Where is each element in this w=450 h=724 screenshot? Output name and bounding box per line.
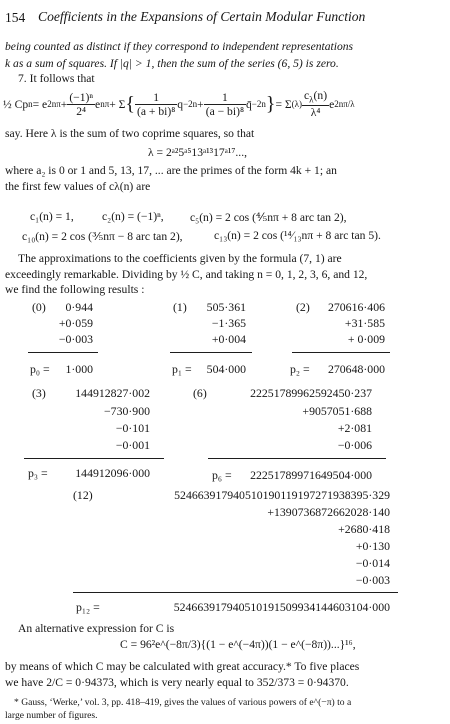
sum-result: 504·000 xyxy=(206,362,246,376)
text-line-11: The approximations to the coefficients given by the formula (7, 1) are xyxy=(18,252,342,265)
closing-line-3: by means of which C may be calculated with great accuracy.* To five places xyxy=(5,660,360,673)
sum-term: −0·001 xyxy=(115,438,150,452)
footnote-line-2: large number of figures. xyxy=(5,710,98,721)
eq-frac3 xyxy=(204,91,246,118)
sum-result: 270648·000 xyxy=(327,362,385,376)
text-line-13: we find the following results : xyxy=(5,283,145,296)
eq-brace-close: } xyxy=(265,93,276,115)
c13-formula: c₁₃(n) = 2 cos (¹⁴⁄₁₃nπ + 8 arc tan 5). xyxy=(214,229,381,242)
sum-rule xyxy=(170,352,252,353)
sum-result-label: p₁₂ = xyxy=(76,600,100,614)
sum-term: 144912827·002 xyxy=(75,386,150,400)
text-line-12: exceedingly remarkable. Dividing by ½ C, and taking n = 0, 1, 2, 3, 6, and 12, xyxy=(5,268,368,281)
eq-frac1-den: 2⁴ xyxy=(76,104,87,118)
text-line-2: k as a sum of squares. If |q| > 1, then the sum of the series (6, 5) is zero. xyxy=(5,57,339,70)
sum-term: −1·365 xyxy=(211,316,246,330)
c1-formula: c₁(n) = 1, xyxy=(30,210,74,223)
eq-frac2 xyxy=(135,91,177,118)
sum-term: −0·101 xyxy=(115,421,150,435)
sum-term: +2680·418 xyxy=(338,522,390,536)
sum-result-label: p₀ = xyxy=(30,362,50,376)
eq-plus1: + xyxy=(60,97,68,111)
eq-left-sub: n xyxy=(28,99,33,109)
sum-term: 505·361 xyxy=(206,300,246,314)
eq-q2: q̄ xyxy=(245,97,252,111)
sum-term: +2·081 xyxy=(337,421,372,435)
eq-frac3-num: 1 xyxy=(204,91,246,105)
c2-formula: c₂(n) = (−1)ⁿ, xyxy=(102,210,164,223)
eq-frac4-num: c xyxy=(304,89,310,103)
sum-result-label: p₆ = xyxy=(212,468,232,482)
sum-term: −0·014 xyxy=(355,556,390,570)
text-line-7: where a₂ is 0 or 1 and 5, 13, 17, ... are the primes of the form 4k + 1; an xyxy=(5,164,337,177)
sum-result-label: p₂ = xyxy=(290,362,310,376)
main-equation xyxy=(3,88,355,120)
text-line-8: the first few values of cλ(n) are xyxy=(5,180,151,193)
sum-label: (12) xyxy=(73,488,93,502)
sum-rule xyxy=(208,458,386,459)
eq-frac2-num: 1 xyxy=(135,91,177,105)
text-line-5: say. Here λ is the sum of two coprime squares, so that xyxy=(5,127,255,140)
sum-term: + 0·009 xyxy=(347,332,385,346)
eq-q1: q xyxy=(177,97,184,111)
sum-result: 524663917940510191509934144603104·000 xyxy=(173,600,390,614)
sum-result: 22251789971649504·000 xyxy=(250,468,372,482)
eq-sigma: + Σ xyxy=(109,97,126,111)
eq-e2: e xyxy=(95,97,101,111)
sum-rule xyxy=(28,352,98,353)
eq-rhs-sigma: = Σ xyxy=(275,97,292,111)
sum-term: −0·003 xyxy=(58,332,93,346)
sum-term: −0·006 xyxy=(337,438,372,452)
lambda-formula: λ = 2ᵃ²5ᵃ⁵13ᵃ¹³17ᵃ¹⁷..., xyxy=(148,146,247,159)
sum-rule xyxy=(73,592,398,593)
sum-term: 524663917940510190119197271938395·329 xyxy=(174,488,390,502)
eq-rhs-e: e xyxy=(329,97,335,111)
eq-q2-exp: −2n xyxy=(251,99,266,109)
eq-brace-open: { xyxy=(125,93,136,115)
sum-term: 22251789962592450·237 xyxy=(250,386,372,400)
sum-result: 144912096·000 xyxy=(75,466,150,480)
page-number: 154 xyxy=(5,10,26,25)
eq-frac3-den: (a − bi)⁸ xyxy=(205,104,244,118)
eq-rhs-sigma-sub: (λ) xyxy=(291,99,303,109)
footnote-line-1: * Gauss, ‘Werke,’ vol. 3, pp. 418–419, gives the values of various powers of e^(−π) to a xyxy=(14,697,352,708)
eq-q1-exp: −2n xyxy=(183,99,198,109)
eq-frac4-den: λ⁴ xyxy=(310,105,321,119)
eq-frac4-num-tail: (n) xyxy=(313,89,328,103)
sum-term: −0·003 xyxy=(355,573,390,587)
sum-result: 1·000 xyxy=(65,362,93,376)
closing-formula: C = 96²e^(−8π/3){(1 − e^(−4π))(1 − e^(−8π))...}¹⁶, xyxy=(120,638,356,651)
sum-result-label: p₁ = xyxy=(172,362,192,376)
eq-exp1: 2nπ xyxy=(47,99,61,109)
eq-left: ½ Cp xyxy=(3,97,29,111)
closing-line-1: An alternative expression for C is xyxy=(18,622,175,635)
sum-label: (0) xyxy=(32,300,46,314)
sum-term: 0·944 xyxy=(65,300,93,314)
sum-label: (1) xyxy=(173,300,187,314)
sum-label: (3) xyxy=(32,386,46,400)
eq-frac1 xyxy=(67,91,95,118)
sum-term: +31·585 xyxy=(344,316,385,330)
running-title: Coefficients in the Expansions of Certain Modular Function xyxy=(38,9,366,24)
sum-result-label: p₃ = xyxy=(28,466,48,480)
sum-term: −730·900 xyxy=(104,404,150,418)
sum-label: (6) xyxy=(193,386,207,400)
eq-rhs-exp: 2nπ/λ xyxy=(334,99,355,109)
c10-formula: c₁₀(n) = 2 cos (⅗nπ − 8 arc tan 2), xyxy=(22,230,183,243)
sum-term: +0·004 xyxy=(211,332,246,346)
sum-rule xyxy=(292,352,390,353)
text-line-1: being counted as distinct if they correspond to independent representations xyxy=(5,40,354,53)
eq-frac4-num-sub: λ xyxy=(309,94,314,105)
eq-mid1: = e xyxy=(32,97,48,111)
sum-term: 270616·406 xyxy=(327,300,385,314)
sum-term: +9057051·688 xyxy=(302,404,372,418)
sum-label: (2) xyxy=(296,300,310,314)
eq-frac2-den: (a + bi)⁸ xyxy=(137,104,176,118)
eq-exp2: nπ xyxy=(100,99,110,109)
sum-term: +0·130 xyxy=(355,539,390,553)
eq-frac4 xyxy=(302,89,329,118)
eq-plus3: + xyxy=(197,97,204,111)
sum-term: +1390736872662028·140 xyxy=(267,505,390,519)
sum-term: +0·059 xyxy=(58,316,93,330)
closing-line-4: we have 2/C = 0·94373, which is very nearly equal to 352/373 = 0·94370. xyxy=(5,676,349,689)
text-line-3: 7. It follows that xyxy=(18,72,95,85)
sum-rule xyxy=(24,458,164,459)
c5-formula: c₅(n) = 2 cos (⅘nπ + 8 arc tan 2), xyxy=(190,211,347,224)
eq-frac1-num: (−1)ⁿ xyxy=(69,90,94,104)
